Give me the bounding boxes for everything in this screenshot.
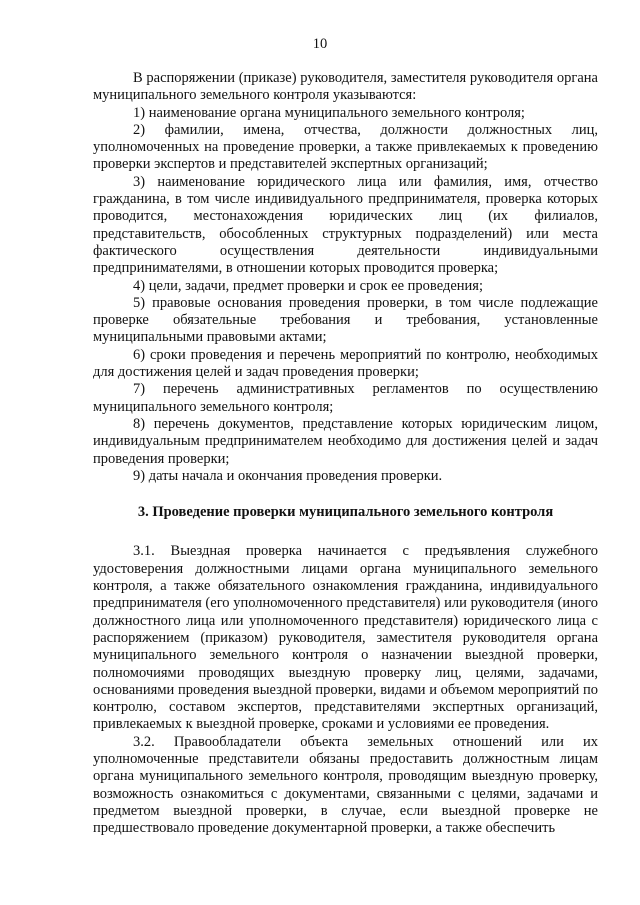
list-item-2: 2) фамилии, имена, отчества, должности должностных лиц, уполномоченных на проведение проверки, а также привлекаемых к проведению проверки экспертов и представителей экспертных организаций; xyxy=(93,121,598,173)
paragraph-3-2: 3.2. Правообладатели объекта земельных отношений или их уполномоченные представители обязаны предоставить должностным лицам органа муниципального земельного контроля, проводящим выездную проверку, возможность ознакомиться с документами, связанными с целями, задачами и предметом выездной проверки, в случае, если выездной проверке не предшествовало проведение документарной проверки, а также обеспечить xyxy=(93,733,598,837)
paragraph-3-1: 3.1. Выездная проверка начинается с предъявления служебного удостоверения должностными лицами органа муниципального земельного контроля, а также обязательного ознакомления гражданина, индивидуального предпринимателя (его уполномоченного представителя) или руководителя (иного должностного лица или уполномоченного представителя) юридического лица с распоряжением (приказом) руководителя, заместителя руководителя органа муниципального земельного контроля о назначении выездной проверки, полномочиями проводящих выездную проверку лиц, целями, задачами, основаниями проведения выездной проверки, видами и объемом мероприятий по контролю, составом экспертов, представителями экспертных организаций, привлекаемых к выездной проверке, сроками и условиями ее проведения. xyxy=(93,543,598,733)
list-item-8: 8) перечень документов, представление которых юридическим лицом, индивидуальным предпринимателем необходимо для достижения целей и задач проведения проверки; xyxy=(93,415,598,467)
section-heading: 3. Проведение проверки муниципального земельного контроля xyxy=(137,504,554,521)
intro-paragraph: В распоряжении (приказе) руководителя, заместителя руководителя органа муниципального земельного контроля указываются: xyxy=(93,70,598,104)
list-item-3: 3) наименование юридического лица или фамилия, имя, отчество гражданина, в том числе индивидуального предпринимателя, проверка которых проводится, местонахождения юридических лиц (их филиалов, представительств, обособленных структурных подразделений) или места фактического осуществления деятельности индивидуальными предпринимателями, в отношении которых проводится проверка; xyxy=(93,173,598,277)
list-item-9: 9) даты начала и окончания проведения проверки. xyxy=(133,467,443,484)
list-item-6: 6) сроки проведения и перечень мероприятий по контролю, необходимых для достижения целей и задач проведения проверки; xyxy=(93,346,598,381)
list-item-5: 5) правовые основания проведения проверки, в том числе подлежащие проверке обязательные требования и требования, установленные муниципальными правовыми актами; xyxy=(93,294,598,346)
list-item-4: 4) цели, задачи, предмет проверки и срок ее проведения; xyxy=(133,277,483,294)
list-item-1: 1) наименование органа муниципального земельного контроля; xyxy=(133,104,525,121)
list-item-7: 7) перечень административных регламентов по осуществлению муниципального земельного контроля; xyxy=(93,381,598,415)
page-content xyxy=(93,70,598,837)
page-number: 10 xyxy=(312,36,328,52)
